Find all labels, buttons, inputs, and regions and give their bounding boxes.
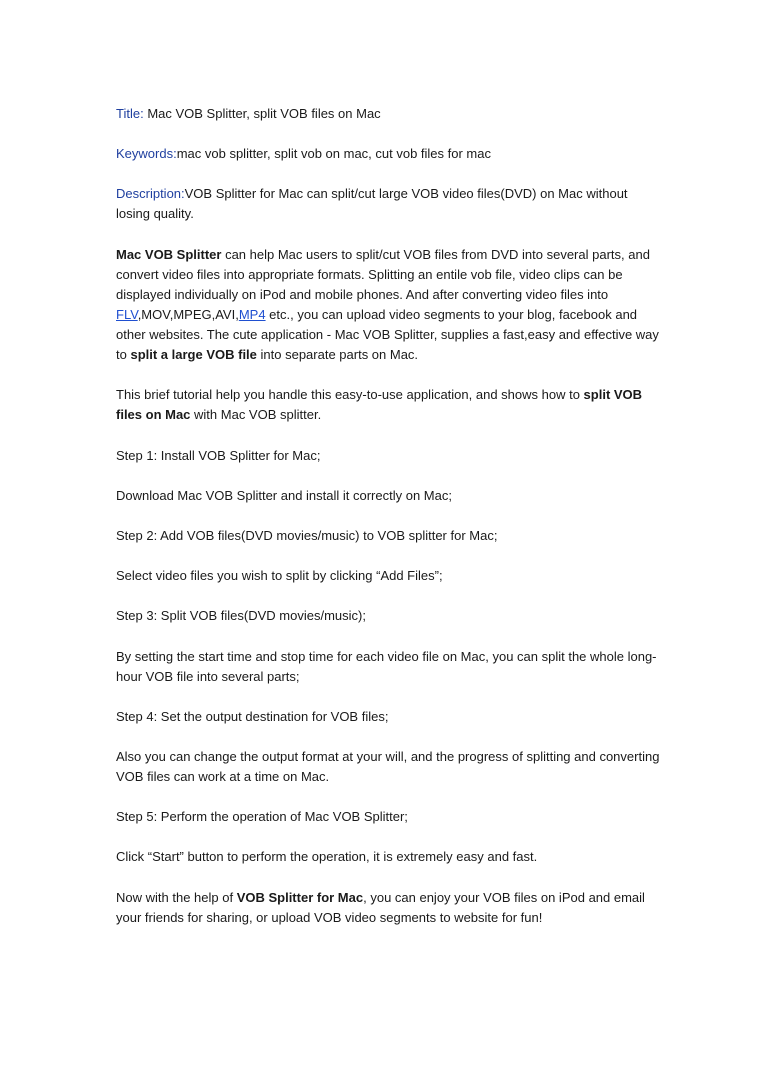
intro-text: ,MOV,MPEG,AVI, [137, 306, 239, 322]
intro-bold-lead: Mac VOB Splitter [116, 246, 222, 262]
intro-text: etc., you can upload video segments to your blog, facebook and other websites. The cute application - Mac VOB Splitter, supplies a fast,easy and effective way to [116, 306, 659, 363]
closing-text: Now with the help of [116, 889, 237, 905]
keywords-label: Keywords: [116, 146, 177, 162]
title-value: Mac VOB Splitter, split VOB files on Mac [143, 106, 381, 121]
closing-bold: VOB Splitter for Mac [236, 889, 364, 905]
step2-body: Select video files you wish to split by clicking “Add Files”; [116, 568, 443, 584]
description-label: Description: [116, 186, 185, 202]
keywords-line [116, 144, 661, 164]
closing-paragraph [116, 888, 661, 928]
title-line [116, 104, 661, 124]
step3-heading: Step 3: Split VOB files(DVD movies/music); [116, 608, 366, 624]
intro-text: into separate parts on Mac. [256, 347, 419, 363]
description-value: VOB Splitter for Mac can split/cut large VOB video files(DVD) on Mac without losing quality. [116, 186, 628, 222]
mp4-link[interactable]: MP4 [238, 306, 266, 322]
document-body [116, 104, 661, 948]
intro-bold-split: split a large VOB file [130, 347, 257, 363]
step4-heading: Step 4: Set the output destination for VOB files; [116, 708, 389, 724]
step1-body: Download Mac VOB Splitter and install it correctly on Mac; [116, 487, 452, 503]
keywords-value: mac vob splitter, split vob on mac, cut vob files for mac [176, 146, 491, 162]
step2-heading: Step 2: Add VOB files(DVD movies/music) to VOB splitter for Mac; [116, 527, 498, 543]
intro-text: can help Mac users to split/cut VOB files from DVD into several parts, and convert video files into appropriate formats. Splitting an entile vob file, video clips can be displayed individually on iPod and mobile phones. And after converting video files into [116, 246, 650, 302]
title-label: Title: [116, 106, 144, 121]
step1-heading: Step 1: Install VOB Splitter for Mac; [116, 447, 321, 463]
tutorial-paragraph [116, 385, 661, 425]
flv-link[interactable]: FLV [116, 306, 138, 322]
step5-body: Click “Start” button to perform the operation, it is extremely easy and fast. [116, 849, 538, 865]
intro-paragraph [116, 245, 661, 366]
tutorial-bold: split VOB files on Mac [116, 387, 643, 423]
tutorial-text: This brief tutorial help you handle this easy-to-use application, and shows how to [116, 387, 584, 403]
description-line [116, 184, 661, 224]
tutorial-text: with Mac VOB splitter. [190, 407, 322, 423]
closing-text: , you can enjoy your VOB files on iPod and email your friends for sharing, or upload VOB video segments to website for fun! [116, 889, 645, 925]
step4-body: Also you can change the output format at your will, and the progress of splitting and converting VOB files can work at a time on Mac. [116, 749, 660, 785]
step3-body: By setting the start time and stop time for each video file on Mac, you can split the whole long-hour VOB file into several parts; [116, 648, 657, 684]
step5-heading: Step 5: Perform the operation of Mac VOB Splitter; [116, 809, 408, 825]
